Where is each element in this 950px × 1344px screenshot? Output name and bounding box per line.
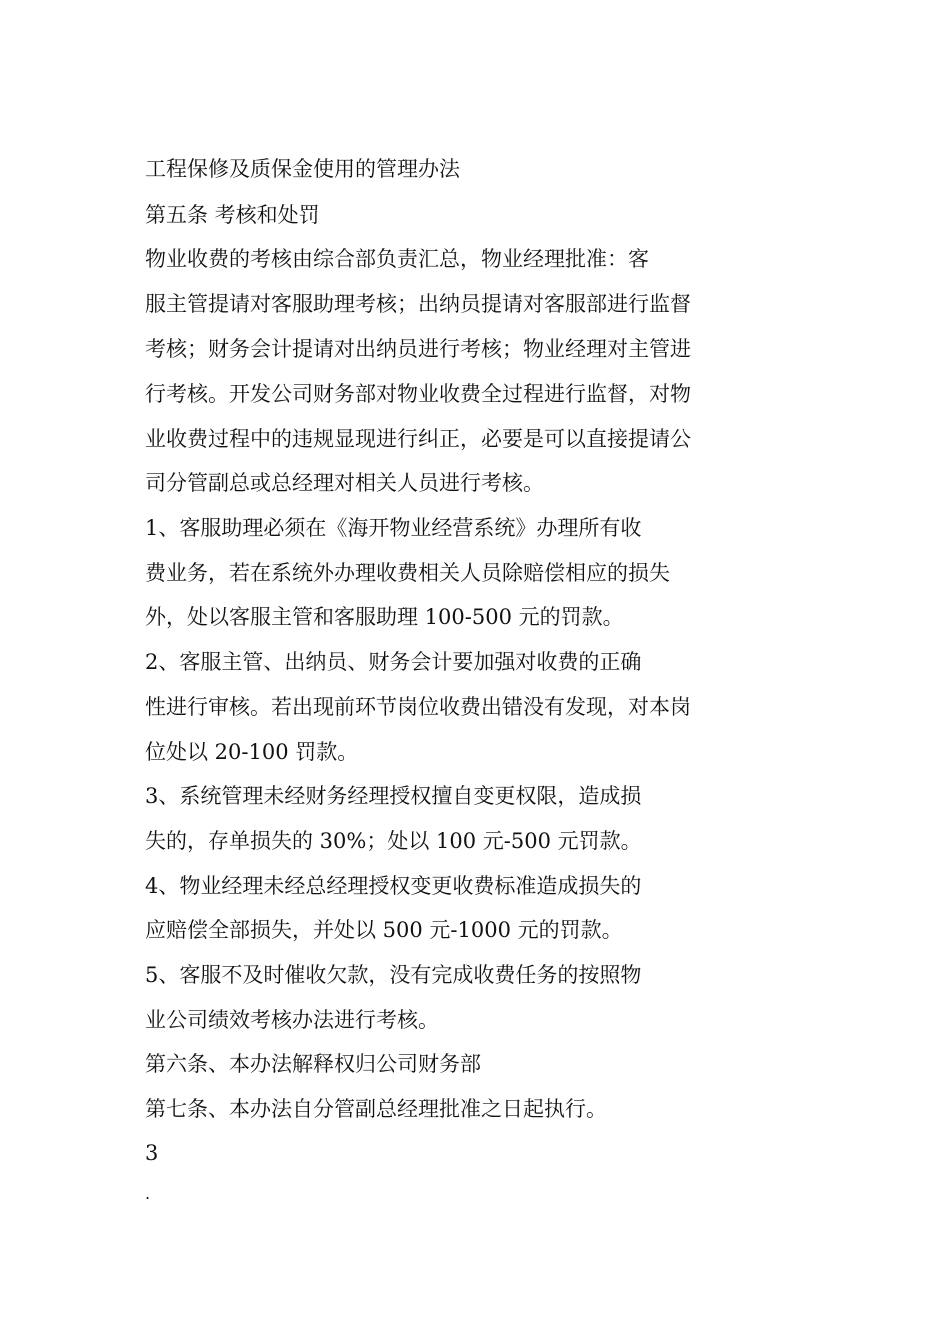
paragraph-1-line-6: 司分管副总或总经理对相关人员进行考核。 — [145, 471, 544, 495]
item-2-line-3: 位处以 20-100 罚款。 — [145, 740, 359, 764]
item-4-line-2: 应赔偿全部损失，并处以 500 元-1000 元的罚款。 — [145, 918, 623, 942]
item-2-line-2: 性进行审核。若出现前环节岗位收费出错没有发现，对本岗 — [145, 695, 691, 719]
article-5-heading: 第五条 考核和处罚 — [145, 203, 320, 227]
item-1-line-2: 费业务，若在系统外办理收费相关人员除赔偿相应的损失 — [145, 561, 670, 585]
page-number: 3 — [145, 1141, 159, 1165]
item-5-line-2: 业公司绩效考核办法进行考核。 — [145, 1008, 439, 1032]
trailing-mark: . — [145, 1184, 151, 1203]
item-3-line-1: 3、系统管理未经财务经理授权擅自变更权限，造成损 — [145, 784, 642, 808]
paragraph-1-line-5: 业收费过程中的违规显现进行纠正，必要是可以直接提请公 — [145, 427, 691, 451]
item-1-line-1: 1、客服助理必须在《海开物业经营系统》办理所有收 — [145, 516, 642, 540]
item-4-line-1: 4、物业经理未经总经理授权变更收费标准造成损失的 — [145, 874, 642, 898]
paragraph-1-line-2: 服主管提请对客服助理考核；出纳员提请对客服部进行监督 — [145, 292, 691, 316]
article-6: 第六条、本办法解释权归公司财务部 — [145, 1052, 481, 1076]
item-5-line-1: 5、客服不及时催收欠款，没有完成收费任务的按照物 — [145, 963, 642, 987]
paragraph-1-line-1: 物业收费的考核由综合部负责汇总，物业经理批准：客 — [145, 247, 649, 271]
paragraph-1-line-3: 考核；财务会计提请对出纳员进行考核；物业经理对主管进 — [145, 337, 691, 361]
item-2-line-1: 2、客服主管、出纳员、财务会计要加强对收费的正确 — [145, 650, 642, 674]
document-title: 工程保修及质保金使用的管理办法 — [145, 157, 460, 181]
paragraph-1-line-4: 行考核。开发公司财务部对物业收费全过程进行监督，对物 — [145, 382, 691, 406]
item-3-line-2: 失的，存单损失的 30%；处以 100 元-500 元罚款。 — [145, 829, 642, 853]
article-7: 第七条、本办法自分管副总经理批准之日起执行。 — [145, 1097, 607, 1121]
item-1-line-3: 外，处以客服主管和客服助理 100-500 元的罚款。 — [145, 605, 624, 629]
